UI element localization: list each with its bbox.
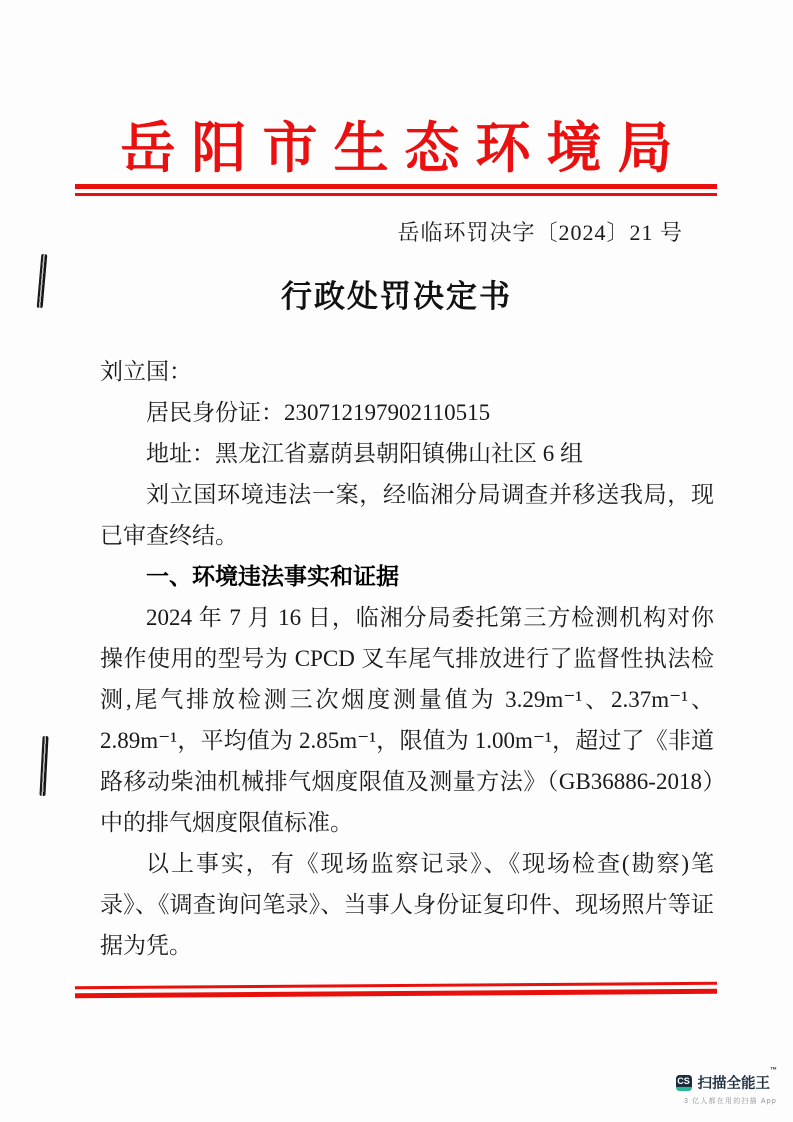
document-body	[100, 351, 714, 966]
id-number-line: 居民身份证：230712197902110515	[146, 400, 491, 425]
document-number: 岳临环罚决字〔2024〕21 号	[397, 220, 683, 245]
evidence-paragraph: 以上事实，有《现场监察记录》、《现场检查(勘察)笔录》、《调查询问笔录》、当事人身份证复印件、现场照片等证据为凭。	[100, 851, 714, 958]
document-title: 行政处罚决定书	[281, 279, 512, 314]
facts-paragraph: 2024 年 7 月 16 日，临湘分局委托第三方检测机构对你操作使用的型号为 CPCD 叉车尾气排放进行了监督性执法检测,尾气排放检测三次烟度测量值为 3.29m⁻¹、2.37m⁻¹、2.89m⁻¹，平均值为 2.85m⁻¹，限值为 1.00m⁻¹，超过了《非道路移动柴油机械排气烟度限值及测量方法》（GB36886-2018）中的排气烟度限值标准。	[100, 605, 714, 835]
masthead-divider	[75, 184, 717, 196]
section-heading-facts-evidence: 一、环境违法事实和证据	[146, 563, 399, 589]
camscanner-watermark	[652, 1067, 777, 1106]
camscanner-tagline: 3 亿人都在用的扫描 App	[683, 1098, 777, 1105]
camscanner-app-name	[697, 1067, 778, 1093]
divider-thin-line	[75, 193, 717, 196]
camscanner-logo-icon: CS	[676, 1075, 692, 1091]
footer-divider	[75, 982, 717, 998]
case-intro-paragraph: 刘立国环境违法一案，经临湘分局调查并移送我局，现已审查终结。	[100, 482, 714, 548]
addressee-line: 刘立国：	[100, 359, 192, 384]
scan-binder-artifact	[39, 736, 48, 796]
camscanner-app-name-text: 扫描全能王	[697, 1076, 770, 1092]
trademark-symbol: ™	[770, 1067, 777, 1074]
agency-masthead: 岳阳市生态环境局	[120, 118, 689, 179]
address-line: 地址：黑龙江省嘉荫县朝阳镇佛山社区 6 组	[146, 441, 583, 466]
